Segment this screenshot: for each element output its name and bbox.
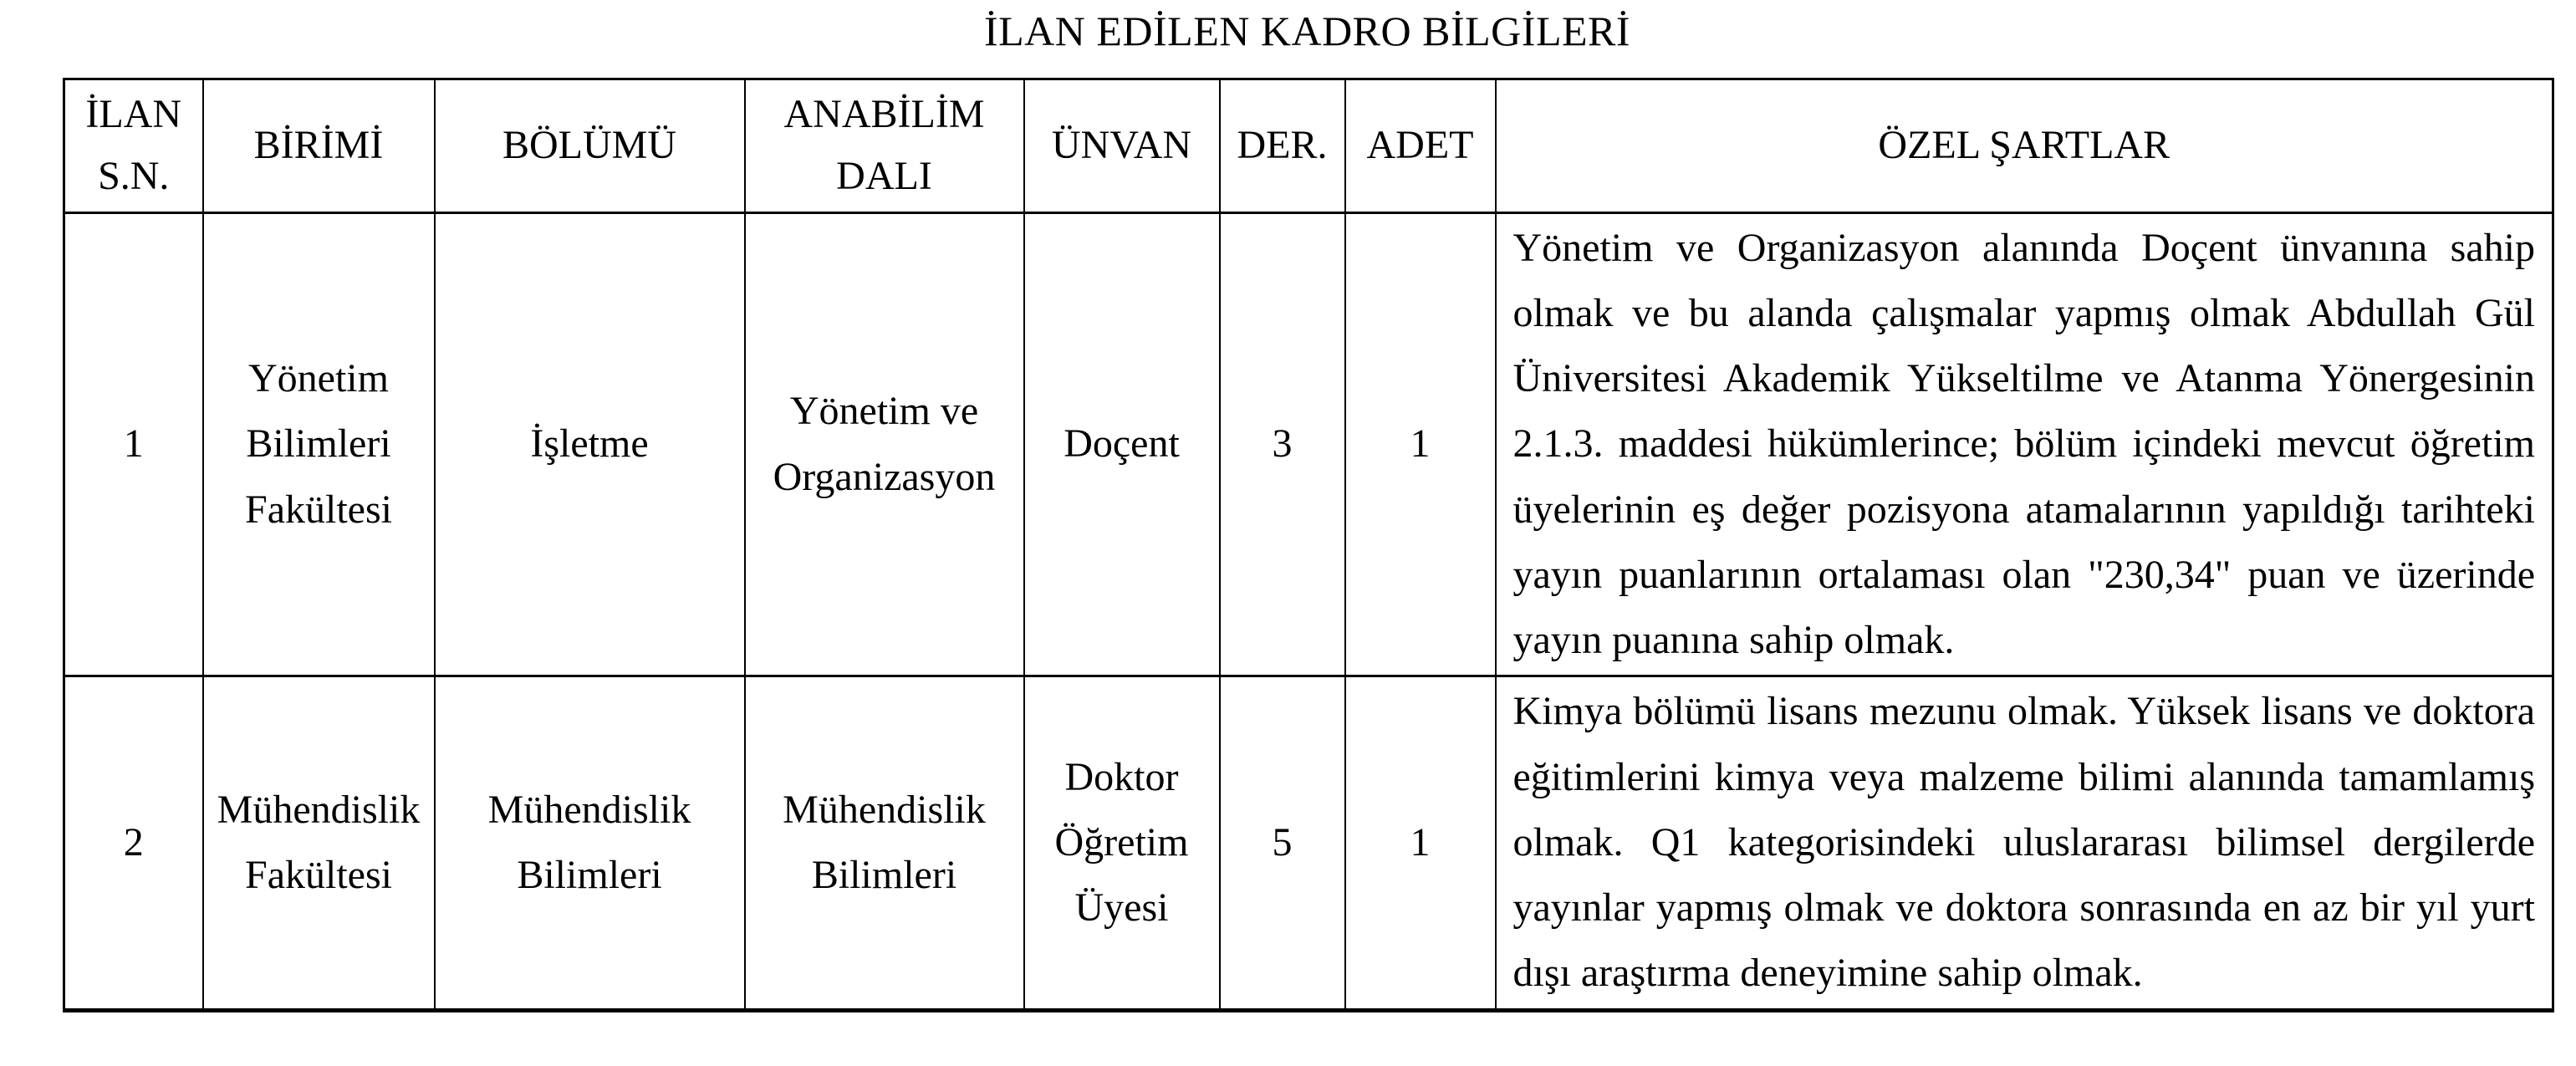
col-header-ilan-sn: İLAN S.N. (64, 79, 203, 213)
col-header-unvan: ÜNVAN (1024, 79, 1220, 213)
col-header-bolumu: BÖLÜMÜ (435, 79, 745, 213)
cell-ilan-sn: 2 (64, 676, 203, 1010)
cell-unvan: Doçent (1024, 212, 1220, 676)
cell-adet: 1 (1345, 212, 1496, 676)
cell-birimi: Yönetim Bilimleri Fakültesi (203, 212, 435, 676)
col-header-ozel-sartlar: ÖZEL ŞARTLAR (1496, 79, 2553, 213)
page-title: İLAN EDİLEN KADRO BİLGİLERİ (983, 8, 1631, 54)
cell-anabilim-dali: Mühendislik Bilimleri (745, 676, 1024, 1010)
kadro-table (63, 78, 2554, 1012)
cell-bolumu: Mühendislik Bilimleri (435, 676, 745, 1010)
cell-derece: 5 (1220, 676, 1345, 1010)
cell-derece: 3 (1220, 212, 1345, 676)
cell-birimi: Mühendislik Fakültesi (203, 676, 435, 1010)
cell-bolumu: İşletme (435, 212, 745, 676)
col-header-anabilim-dali: ANABİLİM DALI (745, 79, 1024, 213)
cell-ozel-sartlar: Yönetim ve Organizasyon alanında Doçent ünvanına sahip olmak ve bu alanda çalışmalar yapmış olmak Abdullah Gül Üniversitesi Akademik Yükseltilme ve Atanma Yönergesinin 2.1.3. maddesi hükümlerince; bölüm içindeki mevcut öğretim üyelerinin eş değer pozisyona atamalarının yapıldığı tarihteki yayın puanlarının ortalaması olan "230,34" puan ve üzerinde yayın puanına sahip olmak. (1496, 212, 2553, 676)
table-header-row (64, 79, 2553, 213)
col-header-birimi: BİRİMİ (203, 79, 435, 213)
col-header-der: DER. (1220, 79, 1345, 213)
cell-anabilim-dali: Yönetim ve Organizasyon (745, 212, 1024, 676)
cell-ozel-sartlar: Kimya bölümü lisans mezunu olmak. Yüksek lisans ve doktora eğitimlerini kimya veya malzeme bilimi alanında tamamlamış olmak. Q1 kategorisindeki uluslararası bilimsel dergilerde yayınlar yapmış olmak ve doktora sonrasında en az bir yıl yurt dışı araştırma deneyimine sahip olmak. (1496, 676, 2553, 1010)
cell-unvan: Doktor Öğretim Üyesi (1024, 676, 1220, 1010)
cell-adet: 1 (1345, 676, 1496, 1010)
table-row (64, 676, 2553, 1010)
table-row (64, 212, 2553, 676)
cell-ilan-sn: 1 (64, 212, 203, 676)
col-header-adet: ADET (1345, 79, 1496, 213)
